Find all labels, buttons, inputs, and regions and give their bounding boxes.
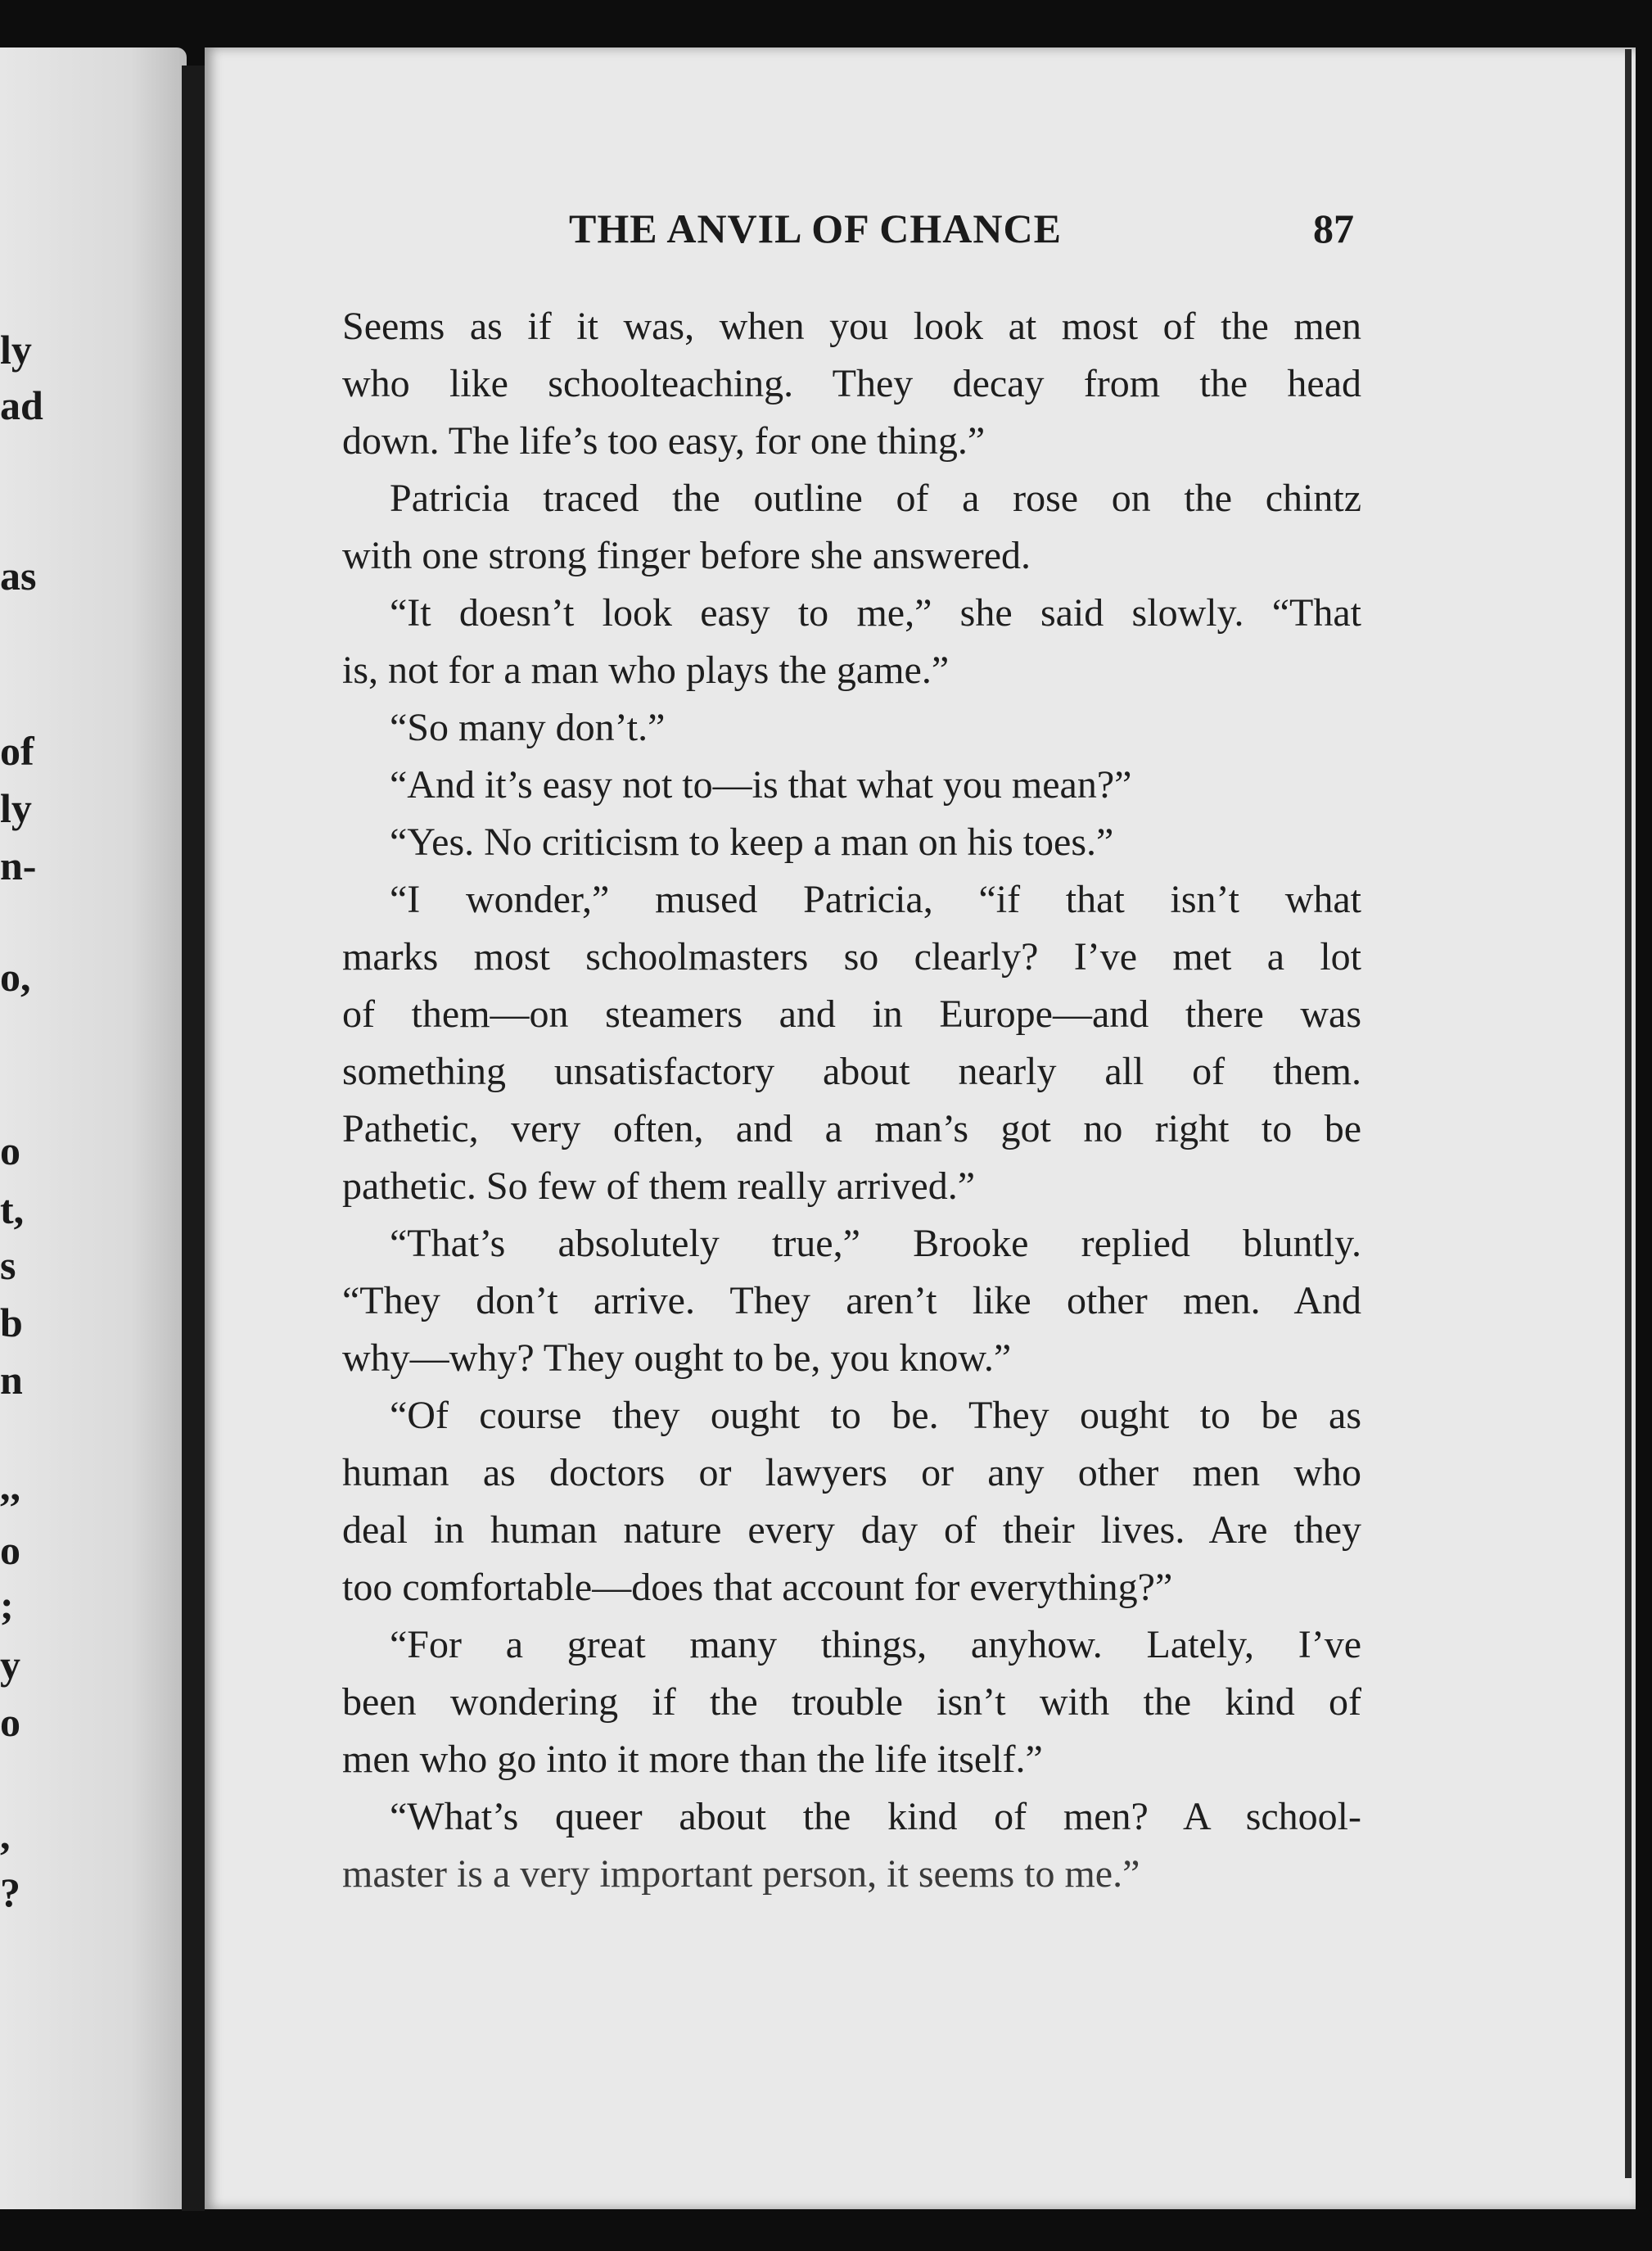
text-line: “Of course they ought to be. They ought to be as	[390, 1394, 1361, 1437]
running-head	[342, 205, 1365, 262]
left-fragment: ly	[0, 785, 32, 831]
text-line: “And it’s easy not to—is that what you mean?”	[390, 763, 1132, 807]
text-line: Seems as if it was, when you look at most of the men	[342, 305, 1361, 348]
left-fragment: y	[0, 1642, 20, 1688]
text-line: “What’s queer about the kind of men? A school-	[390, 1795, 1361, 1838]
text-line: “For a great many things, anyhow. Lately, I’ve	[390, 1623, 1361, 1666]
text-line: pathetic. So few of them really arrived.”	[342, 1164, 976, 1208]
left-fragment: as	[0, 553, 37, 599]
left-fragment: o	[0, 1128, 20, 1173]
text-line: “They don’t arrive. They aren’t like other men. And	[342, 1279, 1361, 1322]
text-line: “It doesn’t look easy to me,” she said slowly. “That	[390, 591, 1361, 635]
left-fragment: o	[0, 1527, 20, 1573]
text-line: been wondering if the trouble isn’t with the kind of	[342, 1680, 1361, 1724]
left-fragment: n	[0, 1357, 23, 1403]
left-fragment: ,	[0, 1812, 11, 1858]
left-fragment: ,,	[0, 1463, 20, 1509]
left-fragment: ly	[0, 327, 32, 373]
running-title: THE ANVIL OF CHANCE	[569, 206, 1062, 251]
left-fragment: of	[0, 728, 34, 774]
left-fragment: ad	[0, 382, 43, 428]
text-line: of them—on steamers and in Europe—and there was	[342, 992, 1361, 1036]
text-line: “So many don’t.”	[390, 706, 666, 749]
text-line: too comfortable—does that account for everything?”	[342, 1566, 1173, 1609]
left-fragment: ;	[0, 1582, 14, 1628]
left-page-text-fragments	[0, 0, 187, 2251]
left-fragment: s	[0, 1242, 16, 1288]
text-line: men who go into it more than the life itself.”	[342, 1738, 1043, 1781]
text-line: master is a very important person, it seems to me.”	[342, 1852, 1140, 1896]
text-line: down. The life’s too easy, for one thing.”	[342, 419, 986, 463]
text-line: something unsatisfactory about nearly all of them.	[342, 1050, 1361, 1093]
left-fragment: b	[0, 1300, 23, 1345]
page-body-text	[342, 298, 1361, 1903]
text-line: Pathetic, very often, and a man’s got no right to be	[342, 1107, 1361, 1150]
left-fragment: o,	[0, 954, 31, 1000]
left-fragment: o	[0, 1699, 20, 1745]
text-line: “Yes. No criticism to keep a man on his toes.”	[390, 820, 1114, 864]
text-line: is, not for a man who plays the game.”	[342, 649, 950, 692]
left-fragment: n-	[0, 843, 37, 888]
text-line: “I wonder,” mused Patricia, “if that isn’t what	[390, 878, 1361, 921]
book-gutter	[182, 66, 205, 2211]
text-line: who like schoolteaching. They decay from the head	[342, 362, 1361, 405]
page-edge-shadow	[1625, 49, 1632, 2178]
text-line: with one strong finger before she answered.	[342, 534, 1031, 577]
text-line: “That’s absolutely true,” Brooke replied bluntly.	[390, 1222, 1361, 1265]
left-fragment: ?	[0, 1869, 20, 1915]
text-line: marks most schoolmasters so clearly? I’ve met a lot	[342, 935, 1361, 979]
text-line: deal in human nature every day of their lives. Are they	[342, 1508, 1361, 1552]
text-line: why—why? They ought to be, you know.”	[342, 1336, 1012, 1380]
text-line: Patricia traced the outline of a rose on the chintz	[390, 477, 1361, 520]
text-line: human as doctors or lawyers or any other men who	[342, 1451, 1361, 1494]
left-fragment: t,	[0, 1187, 25, 1232]
page-number: 87	[1313, 206, 1354, 251]
